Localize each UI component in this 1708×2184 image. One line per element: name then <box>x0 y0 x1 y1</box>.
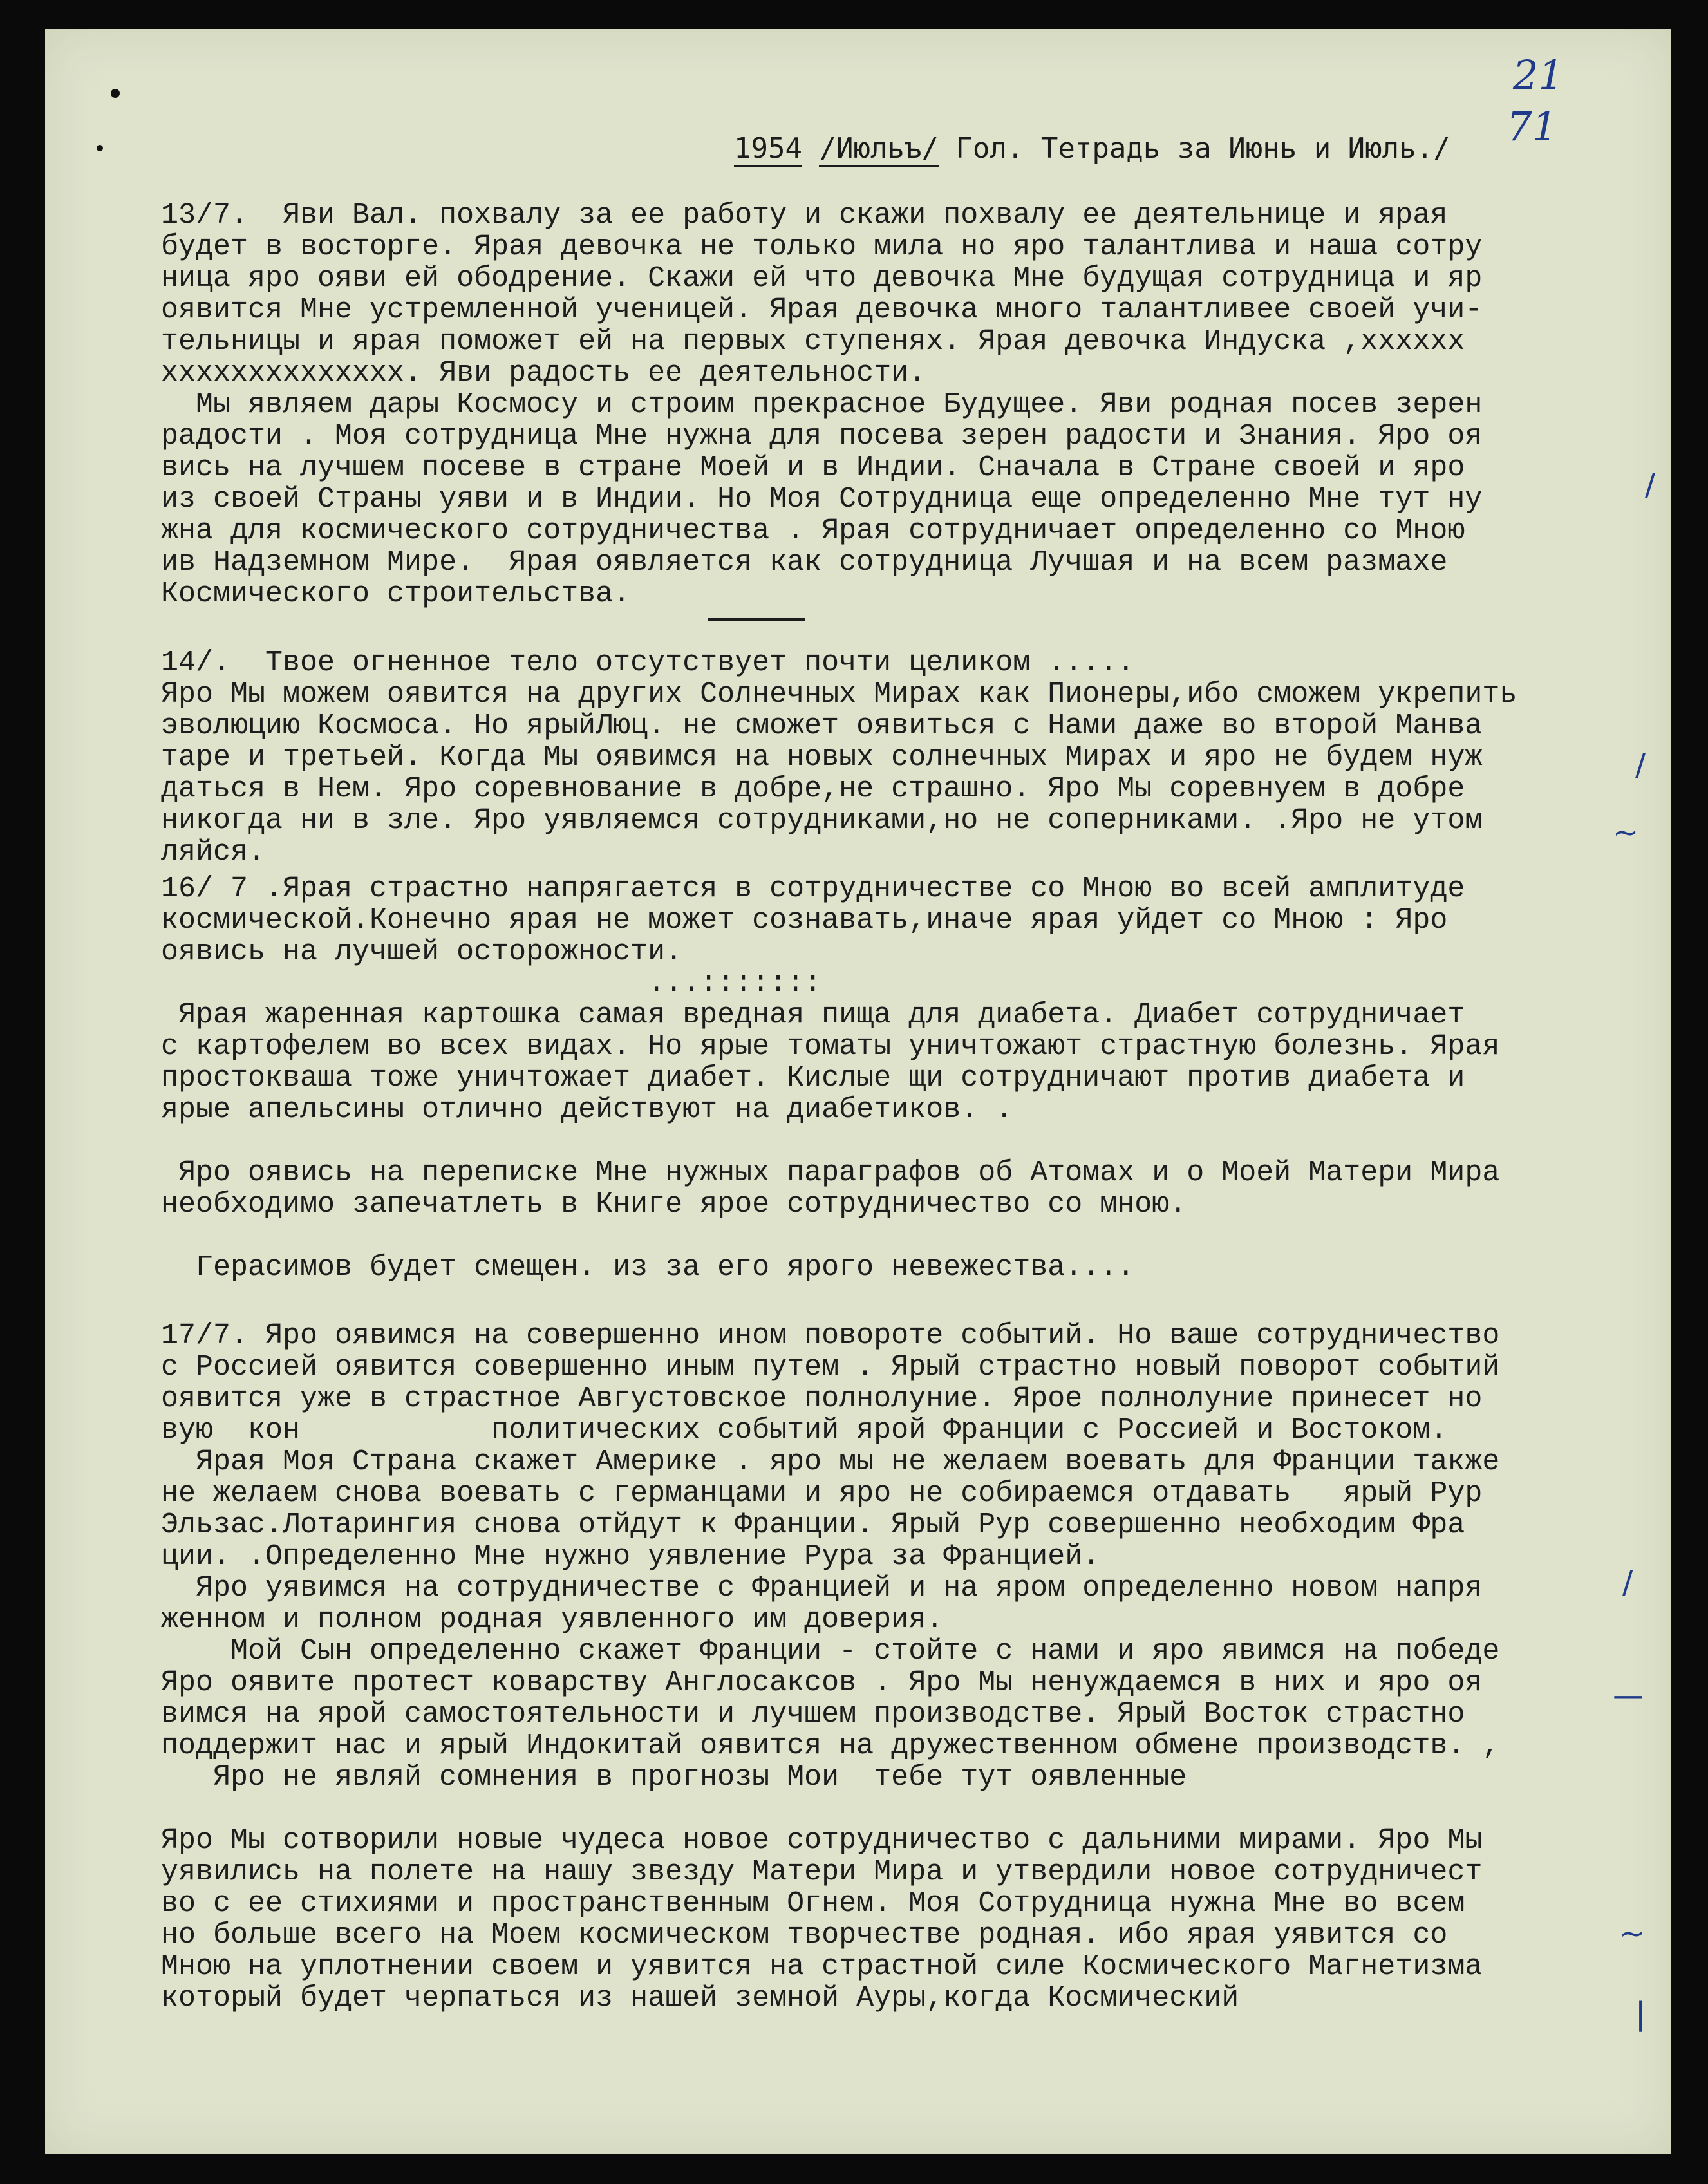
margin-mark: ~ <box>1619 1916 1646 1952</box>
page-number: 71 <box>1506 103 1557 150</box>
entry-13-7: 13/7. Яви Вал. похвалу за ее работу и скажи похвалу ее деятельнице и ярая будет в восторге. Ярая девочка не только мила но яро талантлива и наша сотру ница яро ояви ей ободрение. Скажи ей что девочка Мне будущая сотрудница и яр оявится Мне устремленной ученицей. Ярая девочка много талантливее своей учи- тельницы и ярая поможет ей на первых ступенях. Ярая девочка Индуска ,хххххх хххххххххххххх. Яви радость ее деятельности. Мы являем дары Космосу и строим прекрасное Будущее. Яви родная посев зерен радости . Моя сотрудница Мне нужна для посева зерен радости и Знания. Яро оя вись на лучшем посеве в стране Моей и в Индии. Сначала в Стране своей и яро из своей Страны уяви и в Индии. Но Моя Сотрудница еще определенно Мне тут ну жна для космического сотрудничества . Ярая сотрудничает определенно со Мною ив Надземном Мире. Ярая оявляется как сотрудница Лучшая и на всем размахе Космического строительства. <box>161 199 1483 610</box>
margin-mark: / <box>1622 1565 1633 1601</box>
margin-mark: / <box>1635 747 1646 783</box>
margin-mark: / <box>1645 467 1656 503</box>
entry-14: 14/. Твое огненное тело отсутствует почти целиком ..... Яро Мы можем оявится на других Солнечных Мирах как Пионеры,ибо сможем укрепить эволюцию Космоса. Но ярыйЛюц. не сможет оявиться с Нами даже во второй Манва таре и третьей. Когда Мы оявимся на новых солнечных Мирах и яро не будем нуж даться в Нем. Яро соревнование в добре,не страшно. Яро Мы соревнуем в добре никогда ни в зле. Яро уявляемся сотрудниками,но не соперниками. .Яро не утом ляйся. <box>161 646 1517 869</box>
header-date: 1954 <box>734 132 802 167</box>
punch-mark <box>111 89 120 98</box>
margin-mark: — <box>1613 1677 1644 1713</box>
page-header <box>734 132 1450 165</box>
punch-mark <box>97 145 103 151</box>
margin-mark: | <box>1635 1996 1646 2032</box>
margin-mark: ~ <box>1613 814 1639 851</box>
entry-17-7: 17/7. Яро оявимся на совершенно ином повороте событий. Но ваше сотрудничество с Россией оявится совершенно иным путем . Ярый страстно новый поворот событий оявится уже в страстное Августовское полнолуние. Ярое полнолуние принесет но вую кон политических событий ярой Франции с Россией и Востоком. Ярая Моя Страна скажет Америке . яро мы не желаем воевать для Франции также не желаем снова воевать с германцами и яро не собираемся отдавать ярый Рур Эльзас.Лотарингия снова отйдут к Франции. Ярый Рур совершенно необходим Фра ции. .Определенно Мне нужно уявление Рура за Францией. Яро уявимся на сотрудничестве с Францией и на яром определенно новом напря женном и полном родная уявленного им доверия. Мой Сын определенно скажет Франции - стойте с нами и яро явимся на победе Яро оявите протест коварству Англосаксов . Яро Мы ненуждаемся в них и яро оя вимся на ярой самостоятельности и лучшем производстве. Ярый Восток страстно поддержит нас и ярый Индокитай оявится на дружественном обмене производств. , Яро не являй сомнения в прогнозы Мои тебе тут оявленные Яро Мы сотворили новые чудеса новое сотрудничество с дальними мирами. Яро Мы уявились на полете на нашу звезду Матери Мира и утвердили новое сотрудничест во с ее стихиями и пространственным Огнем. Моя Сотрудница нужна Мне во всем но больше всего на Моем космическом творчестве родная. ибо ярая уявится со Мною на уплотнении своем и уявится на страстной силе Космического Магнетизма который будет черпаться из нашей земной Ауры,когда Космический <box>161 1319 1500 2015</box>
separator-line <box>708 618 805 621</box>
folder-number: 21 <box>1513 52 1564 99</box>
entry-16-7: 16/ 7 .Ярая страстно напрягается в сотрудничестве со Мною во всей амплитуде космической.Конечно ярая не может сознавать,иначе ярая уйдет со Мною : Яро оявись на лучшей осторожности. ...::::::: Ярая жаренная картошка самая вредная пища для диабета. Диабет сотрудничает с картофелем во всех видах. Но ярые томаты уничтожают страстную болезнь. Ярая простокваша тоже уничтожает диабет. Кислые щи сотрудничают против диабета и ярые апельсины отлично действуют на диабетиков. . Яро оявись на переписке Мне нужных параграфов об Атомах и о Моей Матери Мира необходимо запечатлеть в Книге ярое сотрудничество со мною. Герасимов будет смещен. из за его ярого невежества.... <box>161 872 1500 1284</box>
header-month: /Июльъ/ <box>819 132 938 167</box>
header-title: Гол. Тетрадь за Июнь и Июль./ <box>955 132 1450 165</box>
